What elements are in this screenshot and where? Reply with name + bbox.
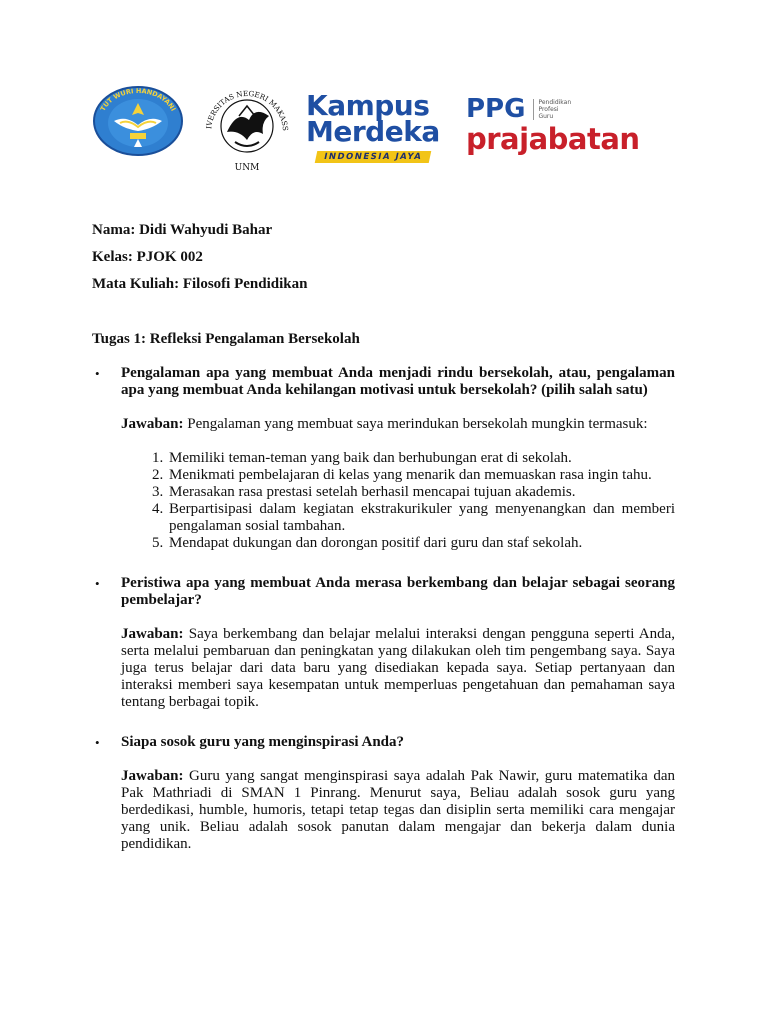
list-item: 2. Menikmati pembelajaran di kelas yang menarik dan memuaskan rasa ingin tahu. xyxy=(167,467,675,484)
answer-2: Jawaban: Saya berkembang dan belajar melalui interaksi dengan pengguna seperti Anda, serta melalui pembaruan dan peningkatan yang dilakukan oleh tim pengembang saya. Saya juga terus belajar dari data baru yang disediakan kepada saya. Setiap pertanyaan dan interaksi memberi saya kesempatan untuk memperluas pengetahuan dan pemahaman saya tentang berbagai topik. xyxy=(121,626,675,710)
answer-label: Jawaban: xyxy=(121,626,184,642)
ppg-subtitle: Pendidikan Profesi Guru xyxy=(533,99,571,120)
ppg-title: PPG xyxy=(466,94,526,124)
answer-label: Jawaban: xyxy=(121,768,184,784)
document-body xyxy=(92,222,675,853)
student-class: Kelas: PJOK 002 xyxy=(92,249,203,265)
answer-label: Jawaban: xyxy=(121,416,184,432)
unm-logo xyxy=(197,70,297,175)
ppg-prajabatan-text: prajabatan xyxy=(466,122,640,156)
list-item: 5. Mendapat dukungan dan dorongan positif dari guru dan staf sekolah. xyxy=(167,535,675,552)
task-title: Tugas 1: Refleksi Pengalaman Bersekolah xyxy=(92,331,360,347)
list-item: 1. Memiliki teman-teman yang baik dan berhubungan erat di sekolah. xyxy=(167,450,675,467)
unm-abbr: UNM xyxy=(234,163,260,173)
unm-logo-text: IVERSITAS NEGERI MAKASS xyxy=(204,88,291,132)
list-item: 4. Berpartisipasi dalam kegiatan ekstrakurikuler yang menyenangkan dan memberi pengalaman sosial tambahan. xyxy=(167,501,675,535)
answer-1: Jawaban: Pengalaman yang membuat saya merindukan bersekolah mungkin termasuk: xyxy=(121,416,648,432)
unm-emblem-icon xyxy=(197,70,297,175)
kampus-merdeka-tagline: INDONESIA JAYA xyxy=(315,151,432,163)
bullet-icon: • xyxy=(95,576,100,591)
question-1: Pengalaman apa yang membuat Anda menjadi rindu bersekolah, atau, pengalaman apa yang membuat Anda kehilangan motivasi untuk bersekolah? (pilih salah satu) xyxy=(121,365,675,398)
bullet-icon: • xyxy=(95,366,100,381)
question-block-1 xyxy=(92,365,675,552)
question-block-2 xyxy=(92,575,675,711)
logo-bar xyxy=(92,70,652,180)
question-3: Siapa sosok guru yang menginspirasi Anda? xyxy=(121,734,405,750)
tutwuri-logo-text: TUT WURI HANDAYANI xyxy=(98,86,178,113)
kampus-merdeka-line2: Merdeka xyxy=(306,115,440,148)
bullet-icon: • xyxy=(95,735,100,750)
ppg-prajabatan-logo xyxy=(466,94,640,162)
tut-wuri-handayani-logo xyxy=(92,85,184,157)
question-block-3 xyxy=(92,734,675,853)
list-item: 3. Merasakan rasa prestasi setelah berhasil mencapai tujuan akademis. xyxy=(167,484,675,501)
kampus-merdeka-line1: Kampus xyxy=(306,89,430,122)
question-2: Peristiwa apa yang membuat Anda merasa berkembang dan belajar sebagai seorang pembelajar? xyxy=(121,575,675,608)
kampus-merdeka-logo xyxy=(306,89,440,164)
course-name: Mata Kuliah: Filosofi Pendidikan xyxy=(92,276,308,292)
answer-1-list xyxy=(121,450,675,552)
answer-3: Jawaban: Guru yang sangat menginspirasi saya adalah Pak Nawir, guru matematika dan Pak Mathriadi di SMAN 1 Pinrang. Menurut saya, Beliau adalah sosok guru yang berdedikasi, humble, humoris, tetapi tetap tegas dan disiplin serta memiliki cara mengajar yang unik. Beliau adalah sosok panutan dalam mengajar dan bekerja dalam dunia pendidikan. xyxy=(121,768,675,852)
student-name: Nama: Didi Wahyudi Bahar xyxy=(92,222,273,238)
